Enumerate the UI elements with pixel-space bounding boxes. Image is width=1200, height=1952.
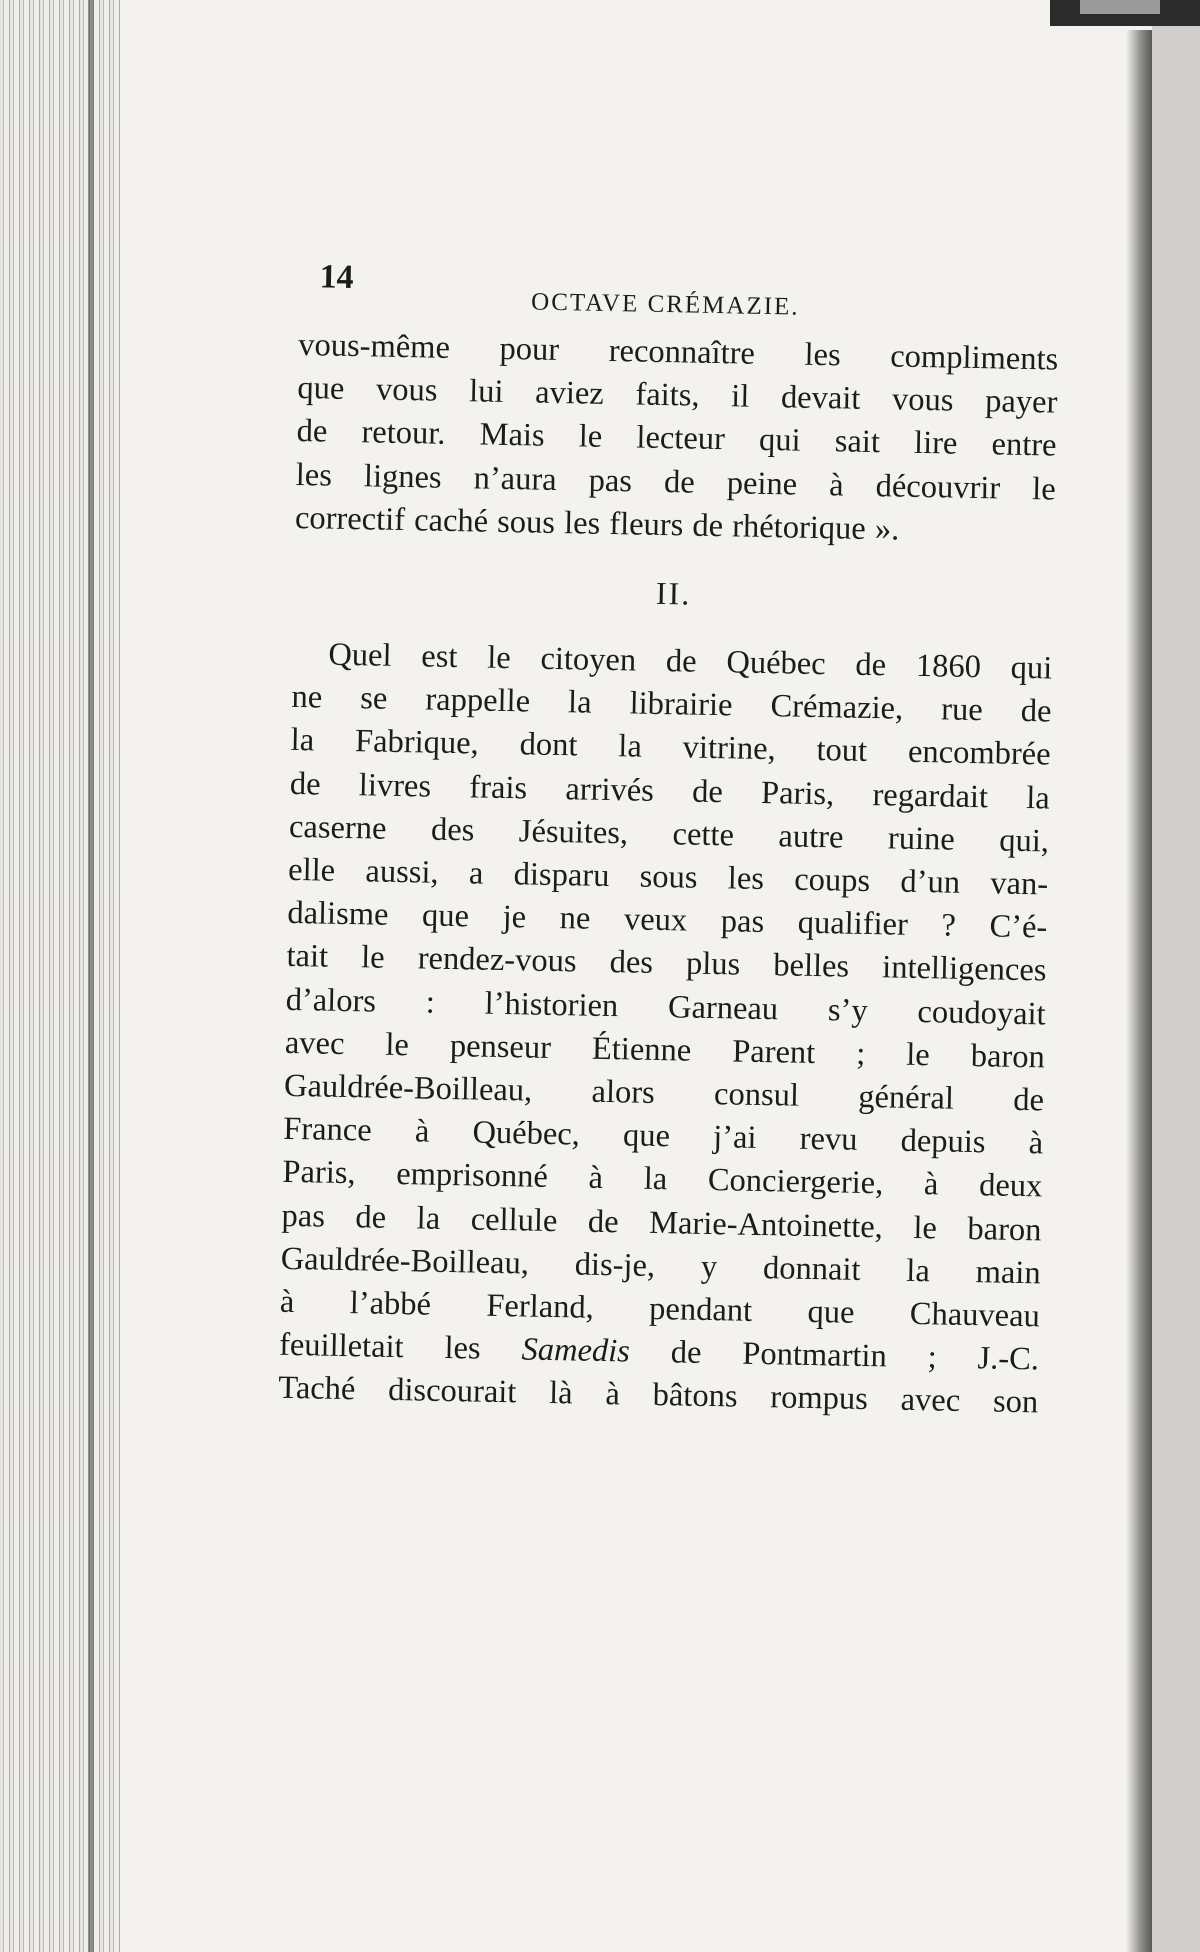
- text-line: de livres frais arrivés de Paris, regardait la: [289, 765, 1051, 817]
- scan-corner-gray: [1080, 0, 1160, 14]
- running-head: [299, 258, 1060, 333]
- book-title-samedis: Samedis: [521, 1331, 631, 1370]
- page-edge-right: [1152, 0, 1200, 1952]
- page-edge-shadow: [1126, 30, 1152, 1952]
- text-line: de retour. Mais le lecteur qui sait lire entre: [296, 413, 1057, 464]
- text-line: France à Québec, que j’ai revu depuis à: [282, 1111, 1044, 1162]
- text-line: les lignes n’aura pas de peine à découvrir le: [295, 456, 1057, 508]
- text-line: Gauldrée-Boilleau, dis-je, y donnait la main: [280, 1240, 1041, 1292]
- running-title: OCTAVE CRÉMAZIE.: [530, 288, 800, 321]
- text-line: Taché discourait là à bâtons rompus avec son: [277, 1370, 1039, 1421]
- paragraph-section-two: [278, 633, 1053, 1425]
- text-segment: de Pontmartin ; J.-C.: [629, 1333, 1040, 1378]
- book-page: [278, 258, 1060, 1425]
- text-line: Quel est le citoyen de Québec de 1860 qui: [328, 636, 1053, 687]
- text-line: pas de la cellule de Marie-Antoinette, le baron: [281, 1197, 1042, 1249]
- text-line: ne se rappelle la librairie Crémazie, rue de: [291, 679, 1052, 730]
- text-line: Paris, emprisonné à la Conciergerie, à deux: [282, 1154, 1043, 1205]
- text-line: dalisme que je ne veux pas qualifier ? C’é-: [287, 895, 1048, 946]
- text-line: avec le penseur Étienne Parent ; le baron: [284, 1024, 1046, 1076]
- book-binding-shadow: [88, 0, 94, 1952]
- text-segment: feuilletait les: [278, 1327, 522, 1368]
- text-line: Gauldrée-Boilleau, alors consul général de: [283, 1067, 1045, 1119]
- text-line: tait le rendez-vous des plus belles intelligences: [286, 938, 1047, 989]
- text-line: vous-même pour reconnaître les compliments: [297, 326, 1059, 378]
- text-line: caserne des Jésuites, cette autre ruine qui,: [288, 808, 1050, 860]
- text-line: la Fabrique, dont la vitrine, tout encombrée: [290, 722, 1051, 773]
- page-number: 14: [319, 258, 354, 297]
- text-line: à l’abbé Ferland, pendant que Chauveau: [279, 1283, 1041, 1335]
- text-line: correctif caché sous les fleurs de rhétorique ».: [294, 499, 900, 548]
- section-number: II.: [655, 574, 692, 612]
- text-line: elle aussi, a disparu sous les coups d’un van-: [287, 851, 1049, 903]
- text-line: d’alors : l’historien Garneau s’y coudoyait: [285, 981, 1046, 1033]
- paragraph-continuation: [295, 324, 1059, 555]
- book-binding-left-edge: [0, 0, 120, 1952]
- text-line: que vous lui aviez faits, il devait vous payer: [297, 370, 1058, 421]
